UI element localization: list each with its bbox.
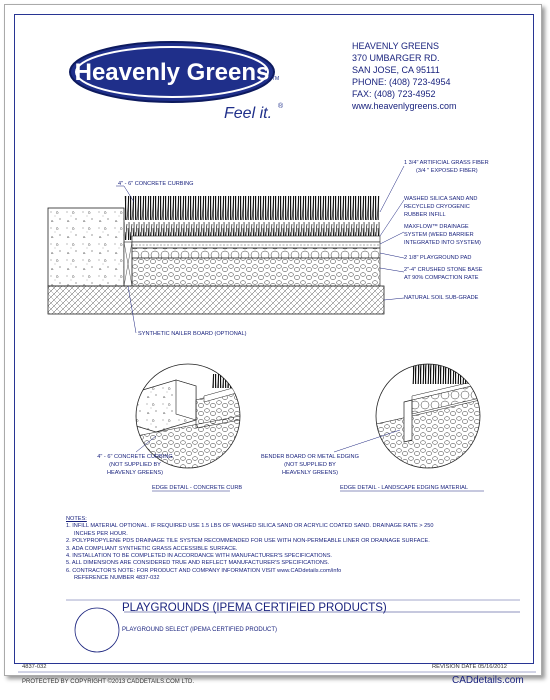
- label-infill-2: RECYCLED CRYOGENIC: [404, 204, 470, 210]
- detail-right-label-1: BENDER BOARD OR METAL EDGING: [261, 454, 359, 460]
- company-fax: FAX: (408) 723-4952: [352, 89, 436, 99]
- label-drainage-2: SYSTEM (WEED BARRIER: [404, 232, 474, 238]
- label-concrete-curbing: 4" - 6" CONCRETE CURBING: [118, 181, 194, 187]
- logo-brand-text: Heavenly Greens: [74, 59, 270, 86]
- detail-right-label-2: (NOT SUPPLIED BY: [284, 462, 336, 468]
- caddetails-logo[interactable]: CADdetails.com: [452, 675, 524, 686]
- label-crushed-stone-2: AT 90% COMPACTION RATE: [404, 275, 479, 281]
- label-grass-fiber-exposed: (3/4 " EXPOSED FIBER): [416, 168, 478, 174]
- drawing-subtitle: PLAYGROUND SELECT (IPEMA CERTIFIED PRODUCT): [122, 627, 278, 633]
- revision-date: REVISION DATE 05/16/2012: [432, 664, 507, 670]
- note-4: 4. INSTALLATION TO BE COMPLETED IN ACCORDANCE WITH MANUFACTURER'S SPECIFICATIONS.: [66, 553, 332, 560]
- company-address-line1: 370 UMBARGER RD.: [352, 53, 440, 63]
- detail-left-label-2: (NOT SUPPLIED BY: [109, 462, 161, 468]
- reference-number: REFERENCE NUMBER 4837-032: [74, 575, 160, 582]
- logo-tagline: Feel it.: [224, 105, 273, 122]
- company-website[interactable]: www.heavenlygreens.com: [352, 101, 457, 111]
- detail-left-label-1: 4" - 6" CONCRETE CURBING: [97, 454, 173, 460]
- detail-left-label-3: HEAVENLY GREENS): [107, 470, 163, 476]
- svg-text:®: ®: [278, 103, 284, 110]
- detail-right-caption: EDGE DETAIL - LANDSCAPE EDGING MATERIAL: [340, 485, 468, 491]
- detail-right-label-3: HEAVENLY GREENS): [282, 470, 338, 476]
- label-grass-fiber: 1 3/4" ARTIFICIAL GRASS FIBER: [404, 160, 489, 166]
- note-1-cont: INCHES PER HOUR.: [74, 530, 128, 537]
- note-2: 2. POLYPROPYLENE PDS DRAINAGE TILE SYSTEM RECOMMENDED FOR USE WITH NON-PERMEABLE LINER OR DRAINAGE SURFACE.: [66, 538, 430, 545]
- company-address-line2: SAN JOSE, CA 95111: [352, 65, 440, 75]
- detail-landscape-edging: [376, 362, 480, 470]
- detail-left-caption: EDGE DETAIL - CONCRETE CURB: [152, 485, 243, 491]
- label-natural-soil: NATURAL SOIL SUB-GRADE: [404, 295, 479, 301]
- drawing-title: PLAYGROUNDS (IPEMA CERTIFIED PRODUCTS): [122, 602, 387, 614]
- label-nailer-board: SYNTHETIC NAILER BOARD (OPTIONAL): [138, 331, 247, 337]
- company-name: HEAVENLY GREENS: [352, 41, 440, 51]
- notes-heading: NOTES:: [66, 516, 87, 522]
- label-playground-pad: 2 1/8" PLAYGROUND PAD: [404, 255, 472, 261]
- svg-text:TM: TM: [272, 76, 280, 82]
- notes-block: [66, 516, 433, 583]
- copyright-notice: PROTECTED BY COPYRIGHT ©2013 CADDETAILS.COM LTD.: [22, 679, 195, 685]
- label-drainage-1: MAXFLOW™ DRAINAGE: [404, 224, 469, 230]
- label-drainage-3: INTEGRATED INTO SYSTEM): [404, 240, 481, 246]
- note-5: 5. ALL DIMENSIONS ARE CONSIDERED TRUE AND REFLECT MANUFACTURER'S SPECIFICATIONS.: [66, 560, 330, 567]
- label-crushed-stone-1: 2"-4" CRUSHED STONE BASE: [404, 267, 483, 273]
- label-infill-3: RUBBER INFILL: [404, 212, 446, 218]
- drawing-number: 4837-032: [22, 664, 47, 670]
- note-6: 6. CONTRACTOR'S NOTE: FOR PRODUCT AND COMPANY INFORMATION VISIT www.CADdetails.com/info: [66, 567, 342, 574]
- label-infill-1: WASHED SILICA SAND AND: [404, 196, 478, 202]
- company-phone: PHONE: (408) 723-4954: [352, 77, 451, 87]
- note-3: 3. ADA COMPLIANT SYNTHETIC GRASS ACCESSIBLE SURFACE.: [66, 545, 238, 552]
- note-1: 1. INFILL MATERIAL OPTIONAL. IF REQUIRED USE 1.5 LBS OF WASHED SILICA SAND OR ACRYLIC COATED SAND. DRAINAGE RATE > 250: [66, 523, 434, 530]
